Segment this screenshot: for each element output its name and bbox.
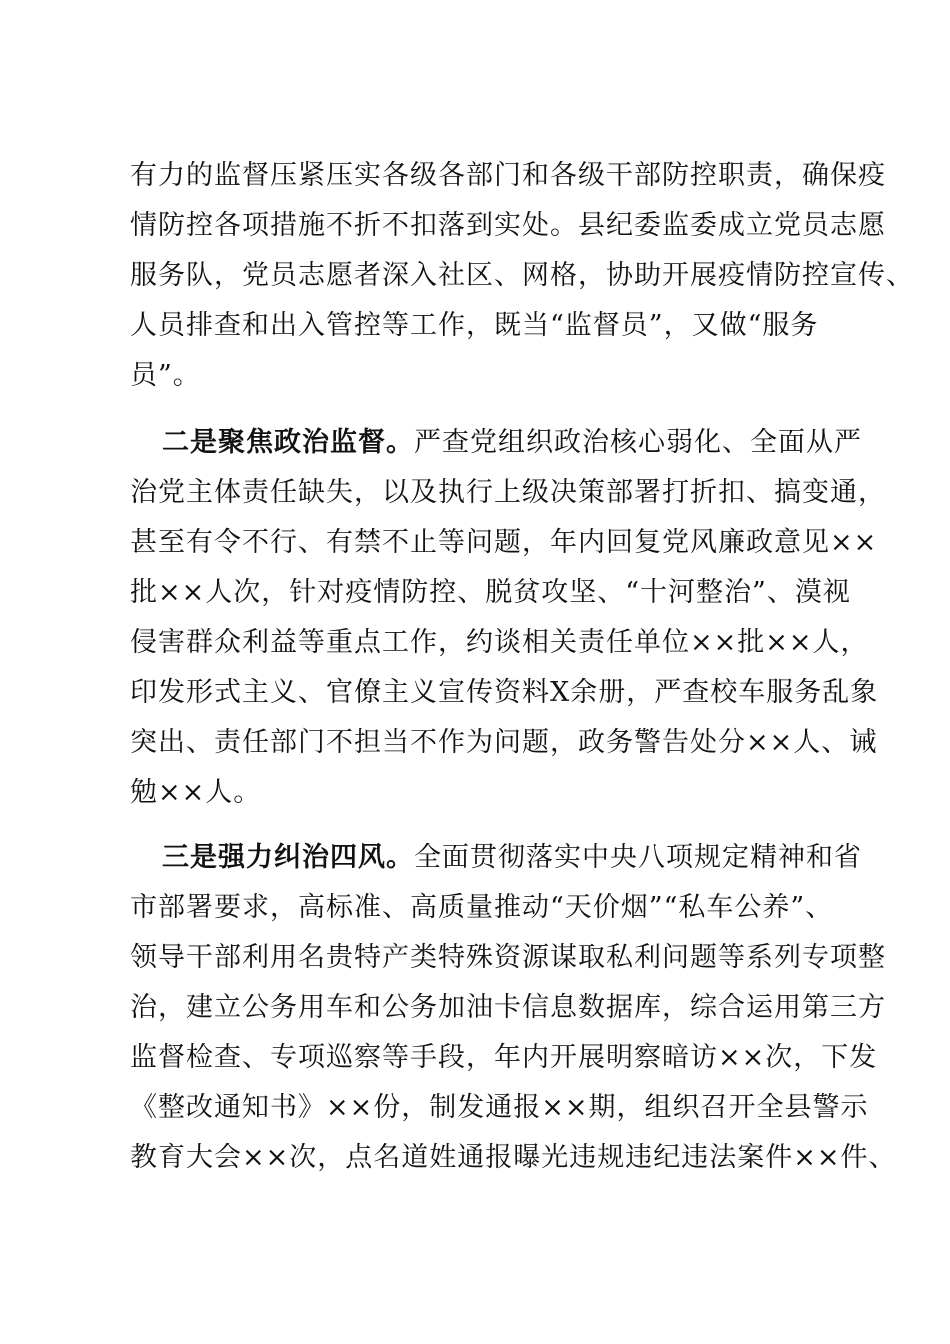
text-line: 员”。 <box>130 360 201 391</box>
text-line: 侵害群众利益等重点工作，约谈相关责任单位××批××人， <box>130 627 869 658</box>
paragraph-lead: 二是聚焦政治监督。 <box>162 427 414 458</box>
text-line: 勉××人。 <box>130 777 262 808</box>
paragraph-lead: 三是强力纠治四风。 <box>162 842 414 873</box>
text-line: 治党主体责任缺失，以及执行上级决策部署打折扣、搞变通， <box>130 477 886 508</box>
text-line: 印发形式主义、官僚主义宣传资料X余册，严查校车服务乱象 <box>130 677 879 708</box>
text-line: 有力的监督压紧压实各级各部门和各级干部防控职责，确保疫 <box>130 160 886 191</box>
text-line: 甚至有令不行、有禁不止等问题，年内回复党风廉政意见×× <box>130 527 878 558</box>
text-line: 治，建立公务用车和公务加油卡信息数据库，综合运用第三方 <box>130 992 886 1023</box>
text-line: 监督检查、专项巡察等手段，年内开展明察暗访××次，下发 <box>130 1042 878 1073</box>
text-line: 突出、责任部门不担当不作为问题，政务警告处分××人、诫 <box>130 727 878 758</box>
text-line: 服务队，党员志愿者深入社区、网格，协助开展疫情防控宣传、 <box>130 260 914 291</box>
text-line: 批××人次，针对疫情防控、脱贫攻坚、“十河整治”、漠视 <box>130 577 851 608</box>
paragraph-first-line <box>162 425 862 461</box>
text-line: 人员排查和出入管控等工作，既当“监督员”，又做“服务 <box>130 310 819 341</box>
text-line: 教育大会××次，点名道姓通报曝光违规违纪违法案件××件、 <box>130 1142 897 1173</box>
text-run: 严查党组织政治核心弱化、全面从严 <box>414 427 862 458</box>
text-line: 领导干部利用名贵特产类特殊资源谋取私利问题等系列专项整 <box>130 942 886 973</box>
text-run: 全面贯彻落实中央八项规定精神和省 <box>414 842 862 873</box>
text-line: 市部署要求，高标准、高质量推动“天价烟”“私车公养”、 <box>130 892 834 923</box>
paragraph-first-line <box>162 840 862 876</box>
text-line: 情防控各项措施不折不扣落到实处。县纪委监委成立党员志愿 <box>130 210 886 241</box>
text-line: 《整改通知书》××份，制发通报××期，组织召开全县警示 <box>130 1092 869 1123</box>
